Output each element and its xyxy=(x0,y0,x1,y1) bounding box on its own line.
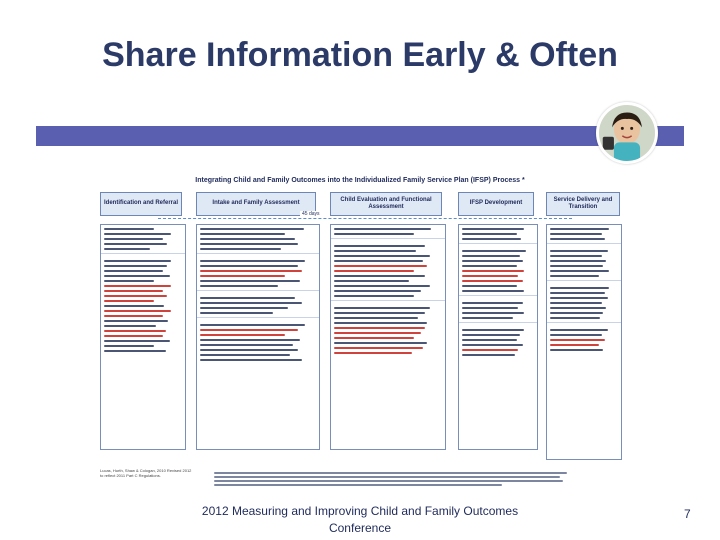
column-identification-referral xyxy=(100,224,186,450)
column-child-evaluation xyxy=(330,224,446,450)
phase-child-evaluation: Child Evaluation and Functional Assessment xyxy=(330,192,442,216)
days-label: 45 days xyxy=(302,211,320,217)
footer-text: 2012 Measuring and Improving Child and Family Outcomes Conference xyxy=(201,504,519,536)
child-photo xyxy=(596,102,658,164)
phase-service-delivery-transition: Service Delivery and Transition xyxy=(546,192,620,216)
phase-identification-referral: Identification and Referral xyxy=(100,192,182,216)
slide-title: Share Information Early & Often xyxy=(102,36,618,74)
flowchart-footnote xyxy=(214,470,574,486)
phase-ifsp-development: IFSP Development xyxy=(458,192,534,216)
column-service-delivery-transition xyxy=(546,224,622,460)
flowchart-citation: Lucas, Hurth, Shaw & Cologan, 2010 Revised 2012 to reflect 2011 Part C Regulations. xyxy=(100,468,192,479)
phase-intake-family-assessment: Intake and Family Assessment xyxy=(196,192,316,216)
accent-bar xyxy=(36,126,684,146)
flowchart-title: Integrating Child and Family Outcomes into the Individualized Family Service Plan (IFSP) Process * xyxy=(195,177,525,184)
column-ifsp-development xyxy=(458,224,538,450)
days-arrow xyxy=(158,218,572,219)
column-intake-family-assessment xyxy=(196,224,320,450)
page-number: 7 xyxy=(684,507,691,521)
